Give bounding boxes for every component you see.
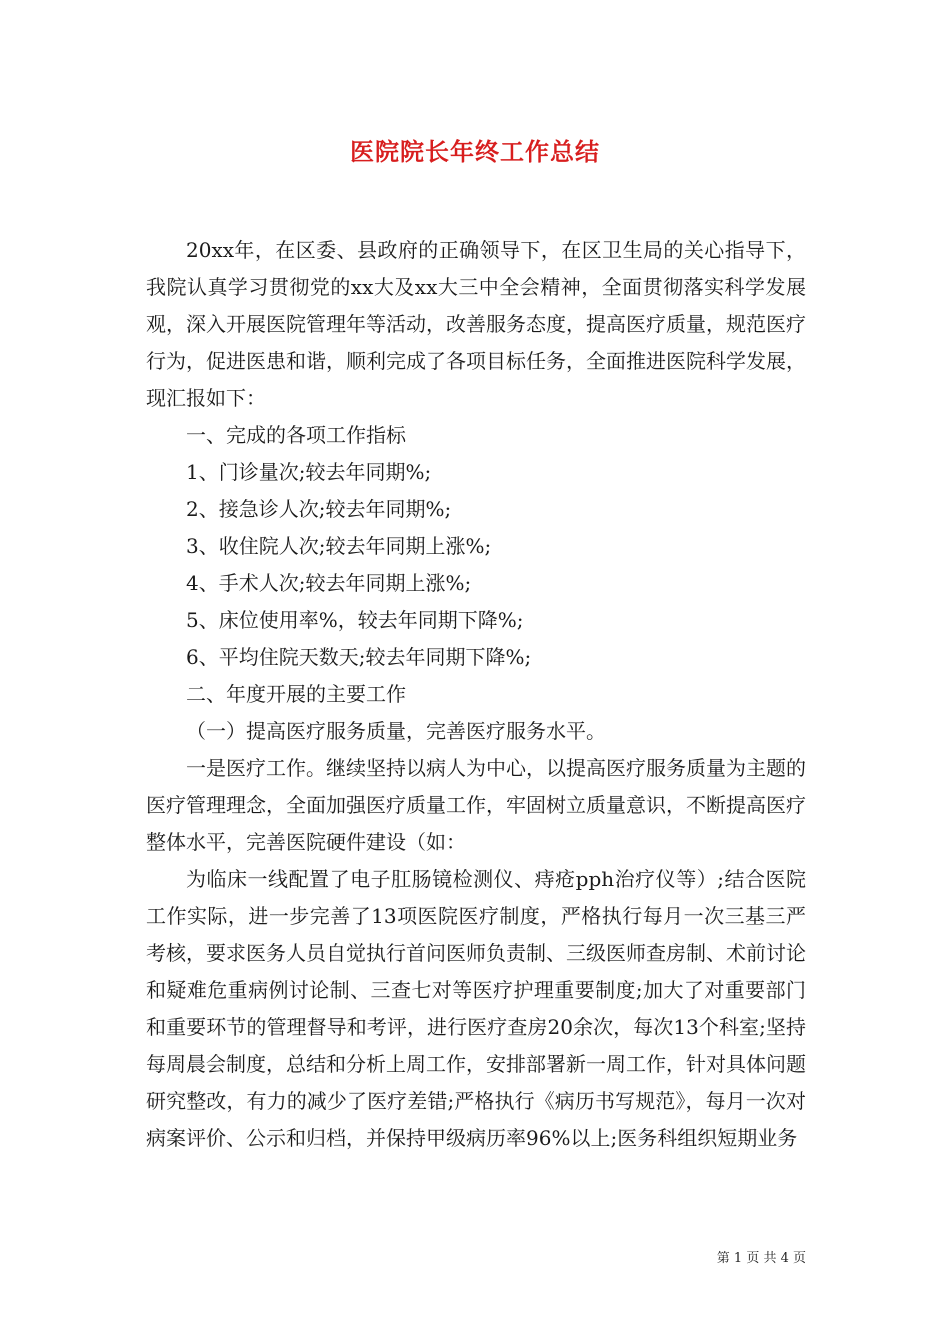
list-item: 3、收住院人次;较去年同期上涨%; — [186, 534, 492, 558]
paragraph: 20xx年，在区委、县政府的正确领导下，在区卫生局的关心指导下，我院认真学习贯彻党的xx大及xx大三中全会精神，全面贯彻落实科学发展观，深入开展医院管理年等活动，改善服务态度，提高医疗质量，规范医疗行为，促进医患和谐，顺利完成了各项目标任务，全面推进医院科学发展，现汇报如下： — [146, 238, 806, 410]
list-item: 6、平均住院天数天;较去年同期下降%; — [186, 645, 532, 669]
paragraph: 为临床一线配置了电子肛肠镜检测仪、痔疮pph治疗仪等）;结合医院工作实际，进一步完善了13项医院医疗制度，严格执行每月一次三基三严考核，要求医务人员自觉执行首问医师负责制、三级医师查房制、术前讨论和疑难危重病例讨论制、三查七对等医疗护理重要制度;加大了对重要部门和重要环节的管理督导和考评，进行医疗查房20余次，每次13个科室;坚持每周晨会制度，总结和分析上周工作，安排部署新一周工作，针对具体问题研究整改，有力的减少了医疗差错;严格执行《病历书写规范》，每月一次对病案评价、公示和归档，并保持甲级病历率96%以上;医务科组织短期业务 — [146, 867, 806, 1150]
paragraph: 一是医疗工作。继续坚持以病人为中心，以提高医疗服务质量为主题的医疗管理理念，全面加强医疗质量工作，牢固树立质量意识，不断提高医疗整体水平，完善医院硬件建设（如： — [146, 756, 806, 854]
section-heading: 二、年度开展的主要工作 — [186, 682, 406, 706]
list-item: 4、手术人次;较去年同期上涨%; — [186, 571, 472, 595]
list-item: 5、床位使用率%，较去年同期下降%; — [186, 608, 524, 632]
document-title: 医院院长年终工作总结 — [350, 138, 600, 166]
document-body — [146, 232, 806, 1157]
list-item: 2、接急诊人次;较去年同期%; — [186, 497, 452, 521]
list-item: 1、门诊量次;较去年同期%; — [186, 460, 432, 484]
page-number: 第 1 页 共 4 页 — [716, 1251, 806, 1266]
section-heading: 一、完成的各项工作指标 — [186, 423, 406, 447]
subsection-heading: （一）提高医疗服务质量，完善医疗服务水平。 — [186, 719, 606, 743]
